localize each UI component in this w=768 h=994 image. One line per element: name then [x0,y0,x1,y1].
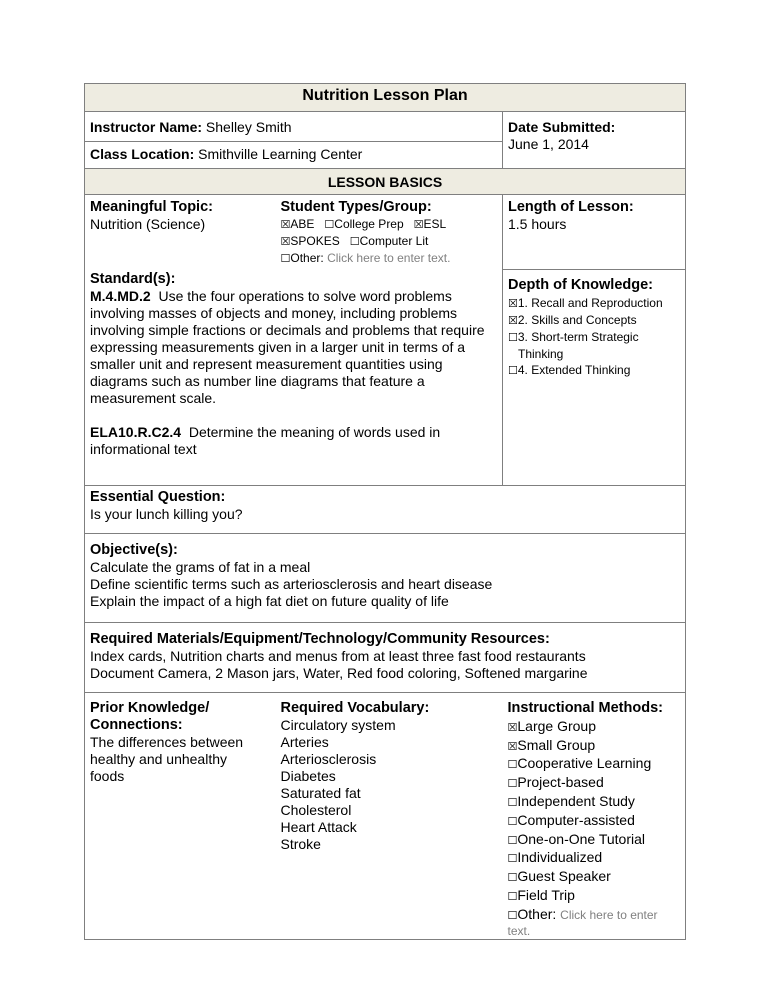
method-checkbox[interactable]: ☐ [507,795,518,809]
objectives-cell [85,534,686,623]
other-method-label: Other: [517,905,557,922]
student-types-other [281,250,498,267]
lesson-basics-heading: LESSON BASICS [85,169,686,195]
vocab-item[interactable]: Circulatory system [280,717,396,733]
esl-label: ESL [423,217,447,231]
location-value[interactable]: Smithville Learning Center [198,146,363,162]
prior-knowledge-line-1[interactable]: The differences between [90,734,244,750]
computer-lit-label: Computer Lit [359,234,429,248]
methods-cell [503,693,686,940]
dok-4-label: 4. Extended Thinking [517,362,631,377]
dok-item-3 [508,329,680,346]
method-label: Computer-assisted [517,811,635,828]
other-student-checkbox[interactable]: ☐ [280,252,291,265]
abe-checkbox[interactable]: ☒ [280,218,291,231]
method-label: Cooperative Learning [517,755,652,772]
method-checkbox[interactable]: ☐ [507,871,518,885]
student-types-label: Student Types/Group: [280,199,432,215]
method-label: Individualized [517,849,603,866]
materials-line-2[interactable]: Document Camera, 2 Mason jars, Water, Red food coloring, Softened margarine [90,665,588,681]
dok-3-label: 3. Short-term Strategic [517,329,639,344]
topic-cell [85,195,276,270]
vocab-item[interactable]: Heart Attack [280,819,357,835]
vocabulary-label: Required Vocabulary: [280,700,430,716]
dok-item-1 [508,295,680,312]
objective-3[interactable]: Explain the impact of a high fat diet on future quality of life [90,593,449,609]
materials-line-1[interactable]: Index cards, Nutrition charts and menus from at least three fast food restaurants [90,648,586,664]
vocab-item[interactable]: Arteriosclerosis [280,751,377,767]
instructor-label: Instructor Name: [90,119,203,135]
dok-2-checkbox[interactable]: ☒ [508,313,518,327]
vocab-item[interactable]: Diabetes [280,768,336,784]
materials-cell [85,623,686,693]
method-field-trip [508,887,681,906]
standard-1 [90,288,497,407]
dok-item-3-cont: Thinking [518,346,564,361]
standard-2-text[interactable]: Determine the meaning of words used in informational text [90,424,441,457]
standard-1-code: M.4.MD.2 [90,288,151,304]
other-method-input[interactable]: Click here to enter [560,907,658,922]
method-label: Guest Speaker [517,868,611,885]
other-student-label: Other: [290,251,324,265]
lesson-plan-document [84,83,685,940]
method-label: Project-based [517,774,604,791]
prior-knowledge-line-3[interactable]: foods [90,768,125,784]
prior-knowledge-label-1: Prior Knowledge/ [90,700,210,716]
page-title: Nutrition Lesson Plan [85,84,686,112]
instructor-value[interactable]: Shelley Smith [205,119,292,135]
length-value[interactable]: 1.5 hours [508,216,567,232]
location-label: Class Location: [90,146,195,162]
method-checkbox[interactable]: ☒ [507,739,518,753]
esl-checkbox[interactable]: ☒ [413,218,424,231]
method-label: Small Group [517,736,596,753]
college-prep-label: College Prep [334,217,404,231]
date-cell [503,112,686,169]
prior-knowledge-line-2[interactable]: healthy and unhealthy [90,751,227,767]
standard-1-text[interactable]: Use the four operations to solve word problems involving masses of objects and money, including problems involving simple fractions or decimals and problems that require expressing measurements given in a larger unit in terms of a smaller unit and represent measurement quantities using diagrams such as number line diagrams that feature a measurement scale. [90,288,485,406]
method-label: Field Trip [517,886,575,903]
student-types-row-1 [281,216,498,233]
method-checkbox[interactable]: ☐ [507,833,518,847]
length-cell [503,195,686,270]
methods-label: Instructional Methods: [507,700,663,716]
date-label: Date Submitted: [508,119,616,135]
method-computer [508,812,681,831]
other-method-checkbox[interactable]: ☐ [507,908,518,922]
method-guest-speaker [508,868,681,887]
method-checkbox[interactable]: ☐ [507,814,518,828]
method-label: Independent Study [517,792,635,809]
objective-1[interactable]: Calculate the grams of fat in a meal [90,559,311,575]
topic-label: Meaningful Topic: [90,199,213,215]
lesson-plan-table [84,83,686,940]
location-cell [85,142,503,169]
dok-4-checkbox[interactable]: ☐ [508,363,518,377]
date-value[interactable]: June 1, 2014 [508,136,589,152]
topic-value[interactable]: Nutrition (Science) [90,216,206,232]
method-one-on-one [508,831,681,850]
depth-cell [503,269,686,486]
method-label: Large Group [517,717,596,734]
method-checkbox[interactable]: ☒ [507,720,518,734]
other-method-input-cont[interactable]: text. [507,923,531,938]
method-independent [508,793,681,812]
depth-label: Depth of Knowledge: [508,276,653,293]
dok-1-checkbox[interactable]: ☒ [508,296,518,310]
objective-2[interactable]: Define scientific terms such as arteriosclerosis and heart disease [90,576,493,592]
spokes-checkbox[interactable]: ☒ [280,235,291,248]
spokes-label: SPOKES [290,234,340,248]
abe-label: ABE [290,217,315,231]
computer-lit-checkbox[interactable]: ☐ [349,235,360,248]
dok-item-2 [508,312,680,329]
materials-label: Required Materials/Equipment/Technology/Community Resources: [90,631,550,647]
other-student-input[interactable]: Click here to enter text. [327,251,451,265]
vocab-item[interactable]: Saturated fat [280,785,361,801]
vocab-item[interactable]: Stroke [280,836,321,852]
standard-2-code: ELA10.R.C2.4 [90,424,182,440]
essential-question-label: Essential Question: [90,489,226,505]
method-individualized [508,849,681,868]
student-types-row-2 [281,233,498,250]
method-label: One-on-One Tutorial [517,830,645,847]
essential-question-cell [85,486,686,534]
dok-1-label: 1. Recall and Reproduction [517,295,663,310]
length-label: Length of Lesson: [508,199,634,215]
prior-knowledge-label-2: Connections: [90,717,183,733]
standards-label: Standard(s): [90,271,176,287]
method-checkbox[interactable]: ☐ [507,852,518,866]
college-prep-checkbox[interactable]: ☐ [324,218,335,231]
vocab-item[interactable]: Cholesterol [280,802,352,818]
method-large-group [508,718,681,737]
method-other [508,906,681,925]
method-checkbox[interactable]: ☐ [507,758,518,772]
method-checkbox[interactable]: ☐ [507,889,518,903]
standard-2 [90,424,497,458]
dok-item-4 [508,362,680,379]
vocabulary-cell [276,693,503,940]
prior-knowledge-cell [85,693,276,940]
dok-3-checkbox[interactable]: ☐ [508,330,518,344]
dok-2-label: 2. Skills and Concepts [517,312,637,327]
method-small-group [508,737,681,756]
instructor-cell [85,112,503,142]
standards-cell [85,269,503,486]
objectives-label: Objective(s): [90,542,178,558]
method-checkbox[interactable]: ☐ [507,777,518,791]
essential-question-value[interactable]: Is your lunch killing you? [90,506,243,522]
vocab-item[interactable]: Arteries [280,734,329,750]
method-cooperative [508,755,681,774]
method-project [508,774,681,793]
student-types-cell [276,195,503,270]
